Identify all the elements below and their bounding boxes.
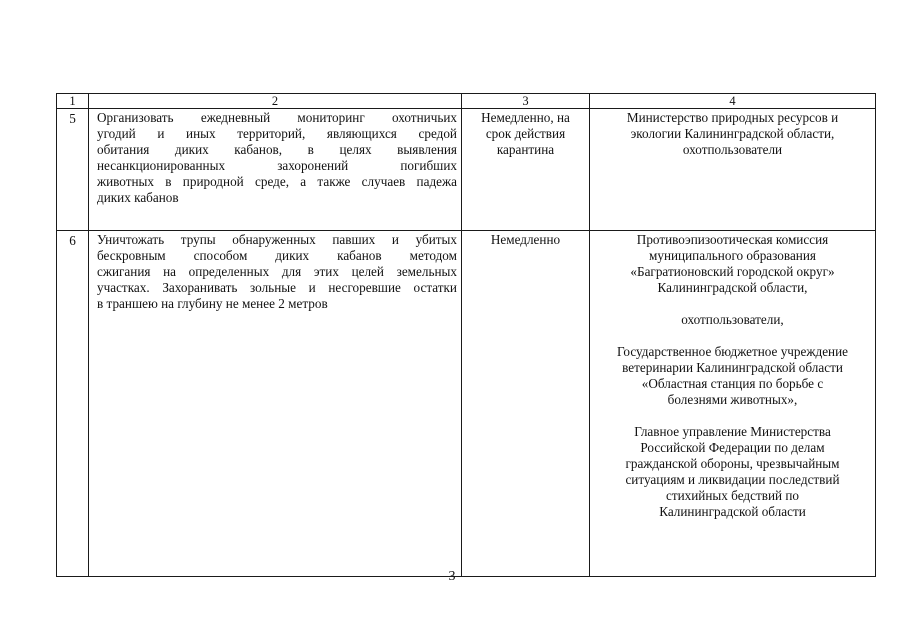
row-number: 5 [57, 109, 89, 231]
term-line: срок действия [485, 126, 566, 141]
responsible-line: Противоэпизоотическая комиссия [636, 232, 829, 247]
table-header-row [57, 94, 876, 109]
task-line: диких кабанов [97, 190, 179, 205]
responsible-line: ситуациям и ликвидации последствий [625, 472, 840, 487]
responsible-line: «Багратионовский городской округ» [630, 264, 835, 279]
header-cell-2: 2 [89, 94, 462, 109]
responsible-line: муниципального образования [649, 248, 816, 263]
task-line: животных в природной среде, а также случаев падежа [97, 174, 457, 189]
responsible-line: болезнями животных», [667, 392, 798, 407]
responsible-cell [590, 231, 876, 577]
header-cell-1: 1 [57, 94, 89, 109]
responsible-line: охотпользователи [682, 142, 783, 157]
responsible-line: гражданской обороны, чрезвычайным [625, 456, 840, 471]
task-line: в траншею на глубину не менее 2 метров [97, 296, 328, 311]
page-number: 3 [448, 569, 456, 584]
responsible-line: Калининградской области, [657, 280, 808, 295]
responsible-line: Российской Федерации по делам [640, 440, 825, 455]
responsible-block [594, 232, 871, 296]
task-cell [89, 231, 462, 577]
responsible-block [594, 424, 871, 520]
responsible-line: Калининградской области [659, 504, 806, 519]
responsible-line: Министерство природных ресурсов и [626, 110, 839, 125]
task-line: бескровным способом диких кабанов методом [97, 248, 457, 263]
task-line: участках. Захоранивать зольные и несгоревшие остатки [97, 280, 457, 295]
table-row [57, 109, 876, 231]
task-line: несанкционированных захоронений погибших [97, 158, 457, 173]
responsible-cell [590, 109, 876, 231]
responsible-block [594, 344, 871, 408]
task-line: Организовать ежедневный мониторинг охотничьих [97, 110, 457, 125]
responsible-line: стихийных бедствий по [665, 488, 800, 503]
term-cell [462, 231, 590, 577]
term-cell [462, 109, 590, 231]
header-cell-3: 3 [462, 94, 590, 109]
header-cell-4: 4 [590, 94, 876, 109]
responsible-line: ветеринарии Калининградской области [622, 360, 843, 375]
responsible-line: «Областная станция по борьбе с [641, 376, 824, 391]
task-line: угодий и иных территорий, являющихся средой [97, 126, 457, 141]
term-line: Немедленно, на [481, 110, 570, 125]
responsible-line: экологии Калининградской области, [630, 126, 835, 141]
term-line: Немедленно [490, 232, 561, 247]
responsible-line: Государственное бюджетное учреждение [616, 344, 849, 359]
task-line: сжигания на определенных для этих целей земельных [97, 264, 457, 279]
responsible-block [594, 110, 871, 158]
row-number: 6 [57, 231, 89, 577]
responsible-line: охотпользователи, [681, 312, 784, 327]
task-line: обитания диких кабанов, в целях выявления [97, 142, 457, 157]
responsible-line: Главное управление Министерства [634, 424, 831, 439]
measures-table [56, 93, 876, 577]
task-cell [89, 109, 462, 231]
table-row [57, 231, 876, 577]
responsible-block [594, 312, 871, 328]
task-line: Уничтожать трупы обнаруженных павших и убитых [97, 232, 457, 247]
term-line: карантина [496, 142, 555, 157]
